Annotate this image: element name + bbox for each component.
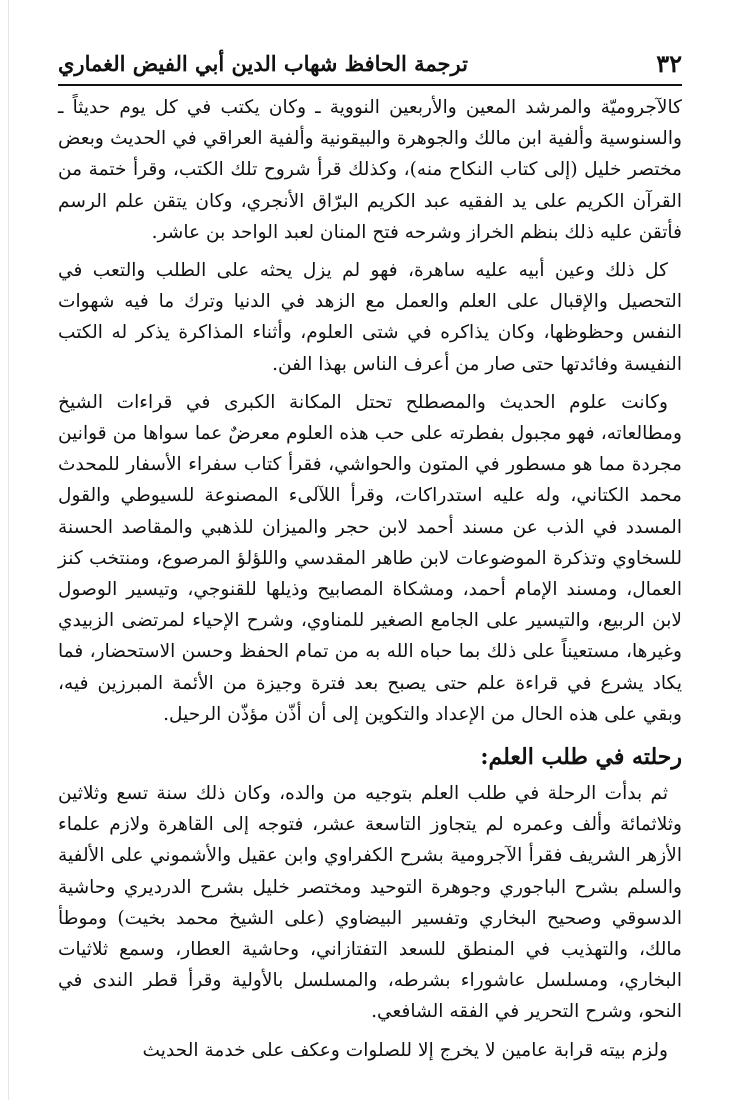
page-number: ٣٢	[656, 48, 682, 78]
paragraph: كل ذلك وعين أبيه عليه ساهرة، فهو لم يزل يحثه على الطلب والتعب في التحصيل والإقبال على العلم والعمل مع الزهد في الدنيا وترك ما فيه شهوات النفس وحظوظها، وكان يذاكره في شتى العلوم، وأثناء المذاكرة يذكر له الكتب النفيسة وفائدتها حتى صار من أعرف الناس بهذا الفن.	[58, 260, 682, 375]
paragraph: وكانت علوم الحديث والمصطلح تحتل المكانة الكبرى في قراءات الشيخ ومطالعاته، فهو مجبول بفطرته على حب هذه العلوم معرضٌ عما سواها من قوانين مجردة مما هو مسطور في المتون والحواشي، فقرأ كتاب سفراء الأسفار للمحدث محمد الكتاني، وله عليه استدراكات، وقرأ اللآلىء المصنوعة للسيوطي والقول المسدد في الذب عن مسند أحمد لابن حجر والميزان للذهبي والمقاصد الحسنة للسخاوي وتذكرة الموضوعات لابن طاهر المقدسي واللؤلؤ المرصوع، ومنتخب كنز العمال، ومسند الإمام أحمد، ومشكاة المصابيح وذيلها للقنوجي، وتيسير الوصول لابن الربيع، والتيسير على الجامع الصغير للمناوي، وشرح الإحياء لمرتضى الزبيدي وغيرها، مستعيناً على ذلك بما حباه الله به من تمام الحفظ وحسن الاستحضار، فما يكاد يشرع في قراءة علم حتى يصبح بعد فترة وجيزة من الأئمة المبرزين فيه، وبقي على هذه الحال من الإعداد والتكوين إلى أن أذّن مؤذّن الرحيل.	[58, 391, 682, 725]
paragraph: ولزم بيته قرابة عامين لا يخرج إلا للصلوات وعكف على خدمة الحديث	[142, 1039, 668, 1061]
page-edge	[8, 0, 9, 1100]
paragraph: ثم بدأت الرحلة في طلب العلم بتوجيه من والده، وكان ذلك سنة تسع وثلاثين وثلاثمائة وألف وعمره لم يتجاوز التاسعة عشر، فتوجه إلى القاهرة ولازم علماء الأزهر الشريف فقرأ الآجرومية بشرح الكفراوي وابن عقيل والأشموني على الألفية والسلم بشرح الباجوري وجوهرة التوحيد ومختصر خليل بشرح الدرديري وحاشية الدسوقي وصحيح البخاري وتفسير البيضاوي (على الشيخ محمد بخيت) وموطأ مالك، والتهذيب في المنطق للسعد التفتازاني، وحاشية العطار، وسمع ثلاثيات البخاري، ومسلسل عاشوراء بشرطه، والمسلسل بالأولية وقرأ قطر الندى في النحو، وشرح التحرير في الفقه الشافعي.	[58, 783, 682, 1023]
body-text	[58, 92, 682, 1073]
paragraph: كالآجروميّة والمرشد المعين والأربعين النووية ـ وكان يكتب في كل يوم حديثاً ـ والسنوسية وألفية ابن مالك والجوهرة والبيقونية وألفية العراقي في الحديث وبعض مختصر خليل (إلى كتاب النكاح منه)، وكذلك قرأ شروح تلك الكتب، وقرأ ختمة من القرآن الكريم على يد الفقيه عبد الكريم البرّاق الأنجري، وكان يتقن علم الرسم فأتقن عليه ذلك بنظم الخراز وشرحه فتح المنان لعبد الواحد بن عاشر.	[58, 97, 682, 243]
header-rule	[58, 84, 682, 86]
page-header	[58, 44, 682, 82]
running-title: ترجمة الحافظ شهاب الدين أبي الفيض الغماري	[58, 50, 468, 76]
section-heading: رحلته في طلب العلم:	[480, 744, 682, 771]
